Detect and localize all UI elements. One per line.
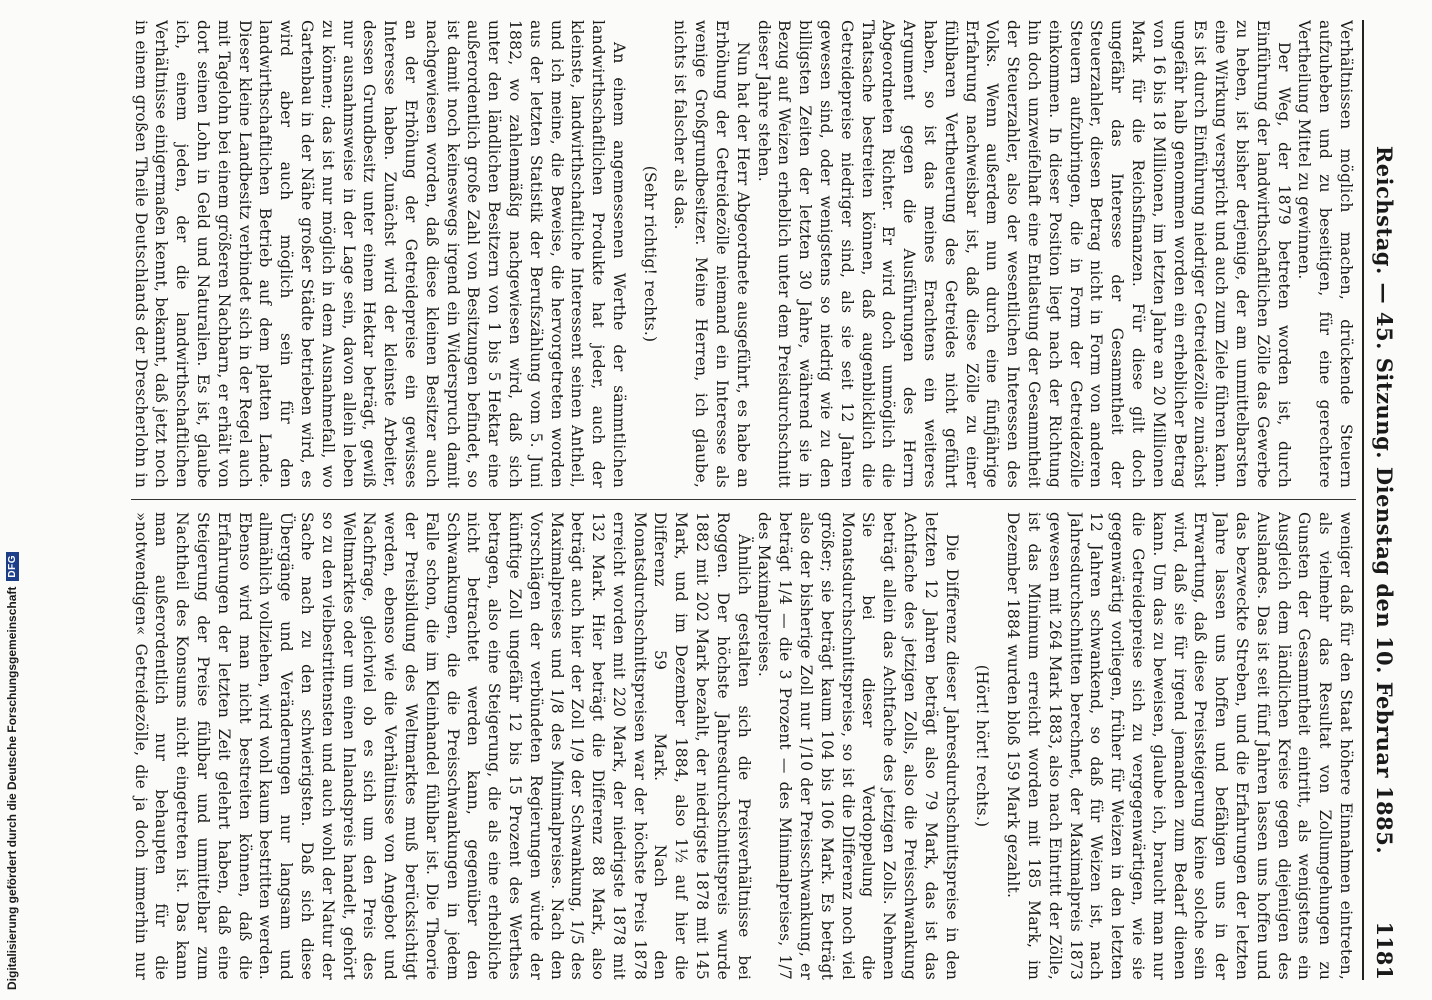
footer-strip bbox=[0, 0, 22, 1000]
rotated-page bbox=[100, 0, 1400, 1000]
paragraph: Verhältnissen möglich machen, drückende Steuern aufzuheben und zu beseitigen, für eine gerechtere Vertheilung Mittel zu gewinnen. bbox=[1295, 20, 1355, 488]
header-rule bbox=[1362, 20, 1364, 980]
footer bbox=[4, 0, 20, 1000]
paragraph: An einem angemessenen Werthe der sämmtlichen landwirthschaftlichen Produkte hat jeder, auch der kleinste, landwirthschaftliche Interessent seinen Antheil, und ich meine, die Beweise, die hervorgetreten worden aus der letzten Statistik der Berufszählung vom 5. Juni 1882, wo zahlenmäßig nachgewiesen wird, daß sich unter den ländlichen Besitzern von 1 bis 5 Hektar eine außerordentlich große Zahl von Besitzungen befindet, so ist damit noch keineswegs irgend ein Widerspruch damit nachgewiesen worden, daß diese kleinen Besitzer auch an der Erhöhung der Getreidepreise ein gewisses Interesse haben. Zunächst wird der kleinste Arbeiter, dessen Grundbesitz unter einem Hektar beträgt, gewiß nur ausnahmsweise in der Lage sein, davon allein leben zu können; das ist nur möglich in dem Ausnahmefall, wo Gartenbau in der Nähe großer Städte betrieben wird, es wird aber auch möglich sein für den landwirthschaftlichen Betrieb auf dem platten Lande. Dieser kleine Landbesitz verbindet sich in der Regel auch mit Tagelohn bei einem größeren Nachbarn, er erhält von dort seinen Lohn in Geld und Naturalien. Es ist, glaube ich, einem jeden, der die landwirthschaftlichen Verhältnisse einigermaßen kennt, bekannt, daß jetzt noch in einem großen Theile Deutschlands der Drescherlohn in bbox=[131, 20, 628, 488]
header-title: Reichstag. — 45. Sitzung. Dienstag den 10. Februar 1885. bbox=[1372, 145, 1398, 855]
left-column bbox=[131, 20, 1356, 488]
column-divider bbox=[131, 499, 1356, 500]
right-column bbox=[131, 512, 1356, 980]
interjection: (Hört! hört! rechts.) bbox=[973, 664, 992, 828]
page-number: 1181 bbox=[1372, 921, 1398, 980]
paragraph: weniger daß für den Staat höhere Einnahmen eintreten, als vielmehr das Resultat von Zollumgehungen zu Gunsten der Gesammtheit eintritt, als wenigstens ein Ausgleich dem ländlichen Kreise gegen diejenigen des Auslandes. Das ist seit fünf Jahren lassen uns hoffen und das bezweckte Streben, und die Erfahrungen der letzten Jahre lassen uns hoffen und befähigen uns in der Erwartung, daß diese Preissteigerung keine solche sein wird, daß sie für irgend jemanden zum Bedarf dienen kann. Um das zu beweisen, glaube ich, braucht man nur die Getreidepreise sich zu vergegenwärtigen, wie sie gegenwärtig vorliegen, früher für Weizen in den letzten 12 Jahren schwankend, so daß für Weizen ist, nach Jahresdurchschnitten berechnet, der Maximalpreis 1873 gewesen mit 264 Mark 1883, also nach Eintritt der Zölle, ist das Minimum erreicht worden mit 185 Mark, im Dezember 1884 wurden bloß 159 Mark gezahlt. bbox=[1004, 512, 1355, 980]
paragraph: Ähnlich gestalten sich die Preisverhältnisse bei Roggen. Der höchste Jahresdurchschnittspreis wurde 1882 mit 202 Mark bezahlt, der niedrigste 1878 mit 145 Mark, und im Dezember 1884, also 1½ auf hier die Differenz 59 Mark. Nach den Monatsdurchschnittspreisen war der höchste Preis 1878 erreicht worden mit 220 Mark, der niedrigste 1878 mit 132 Mark. Hier beträgt die Differenz 88 Mark, also beträgt auch hier der Zoll 1/9 der Schwankung, 1/5 des Maximalpreises und 1/8 des Minimalpreises. Nach den Vorschlägen der verbündeten Regierungen würde der künftige Zoll ungefähr 12 bis 15 Prozent des Werthes betragen, also eine Steigerung, die als eine erhebliche nicht betrachtet werden kann, gegenüber den Schwankungen, die die Preisschwankungen in jedem Falle schon, die im Kleinhandel fühlbar ist. Die Theorie der Preisbildung des Weltmarktes muß berücksichtigt werden, ebenso wie die Verhältnisse von Angebot und Nachfrage, gleichviel ob es sich um den Preis des Weltmarktes oder um einen Inlandspreis handelt, gehört so zu den vielbestrittensten und auch wohl der Natur der Sache nach zu den schwierigsten. Daß sich diese Übergänge und Veränderungen nur langsam und allmählich vollziehen, wird wohl kaum bestritten werden. Ebenso wird man nicht bestreiten können, daß die Erfahrungen der letzten Zeit gelehrt haben, daß eine Steigerung der Preise fühlbar und unmittelbar zum Nachtheil des Konsums nicht eingetreten ist. Das kann man außerordentlich nur behaupten für die »notwendigen« Getreidezölle, die ja doch immerhin nur bbox=[131, 512, 753, 980]
paragraph: Nun hat der Herr Abgeordnete ausgeführt, es habe an Erhöhung der Getreidezölle niemand ein Interesse als wenige Großgrundbesitzer. Meine Herren, ich glaube, nichts ist falscher als das. bbox=[671, 20, 752, 488]
footer-text: Digitalisierung gefördert durch die Deutsche Forschungsgemeinschaft bbox=[5, 586, 19, 990]
paragraph: Die Differenz dieser Jahresdurchschnittspreise in den letzten 12 Jahren beträgt also 79 Mark, das ist das Achtfache des jetzigen Zolls, also die Preisschwankung beträgt allein das Achtfache des jetzigen Zolls. Nehmen Sie bei dieser Verdoppelung die Monatsdurchschnittspreise, so ist die Differenz noch viel größer; sie beträgt kaum 104 bis 106 Mark. Es beträgt also der bisherige Zoll nur 1/10 der Preisschwankung, er beträgt 1/4 — die 3 Prozent — des Minimalpreises, 1/7 des Maximalpreises. bbox=[755, 512, 961, 980]
page-header bbox=[1370, 20, 1400, 980]
interjection: (Sehr richtig! rechts.) bbox=[640, 165, 659, 343]
paragraph: Der Weg, der 1879 betreten worden ist, durch Einführung der landwirthschaftlichen Zölle das Gewerbe zu heben, ist bisher derjenige, der am unmittelbarsten eine Wirkung verspricht und auch zum Ziele führen kann. Es ist durch Einführung niedriger Getreidezölle zunächst ungefähr halb genommen worden ein erheblicher Betrag von 16 bis 18 Millionen, im letzten Jahre an 20 Millionen Mark für die Reichsfinanzen. Für diese gilt doch ungefähr das Interesse der Gesammtheit der Steuerzahler, diesen Betrag nicht in Form von anderen Steuern aufzubringen, die in Form der Getreidezölle einkommen. In dieser Position liegt nach der Richtung hin doch unzweifelhaft eine Entlastung der Gesammtheit der Steuerzahler, also der wesentlichen Interessen des Volks. Wenn außerdem nun durch eine fünfjährige Erfahrung nachweisbar ist, daß diese Zölle zu einer fühlbaren Vertheuerung des Getreides nicht geführt haben, so ist das meines Erachtens ein weiteres Argument gegen die Ausführungen des Herrn Abgeordneten Richter. Er wird doch unmöglich die Thatsache bestreiten können, daß augenblicklich die Getreidepreise niedriger sind, als sie seit 12 Jahren gewesen sind, oder wenigstens so niedrig wie zu den billigsten Zeiten der letzten 30 Jahre, während sie in Bezug auf Weizen erheblich unter dem Preisdurchschnitt dieser Jahre stehen. bbox=[754, 20, 1293, 488]
dfg-logo: DFG bbox=[6, 552, 19, 581]
